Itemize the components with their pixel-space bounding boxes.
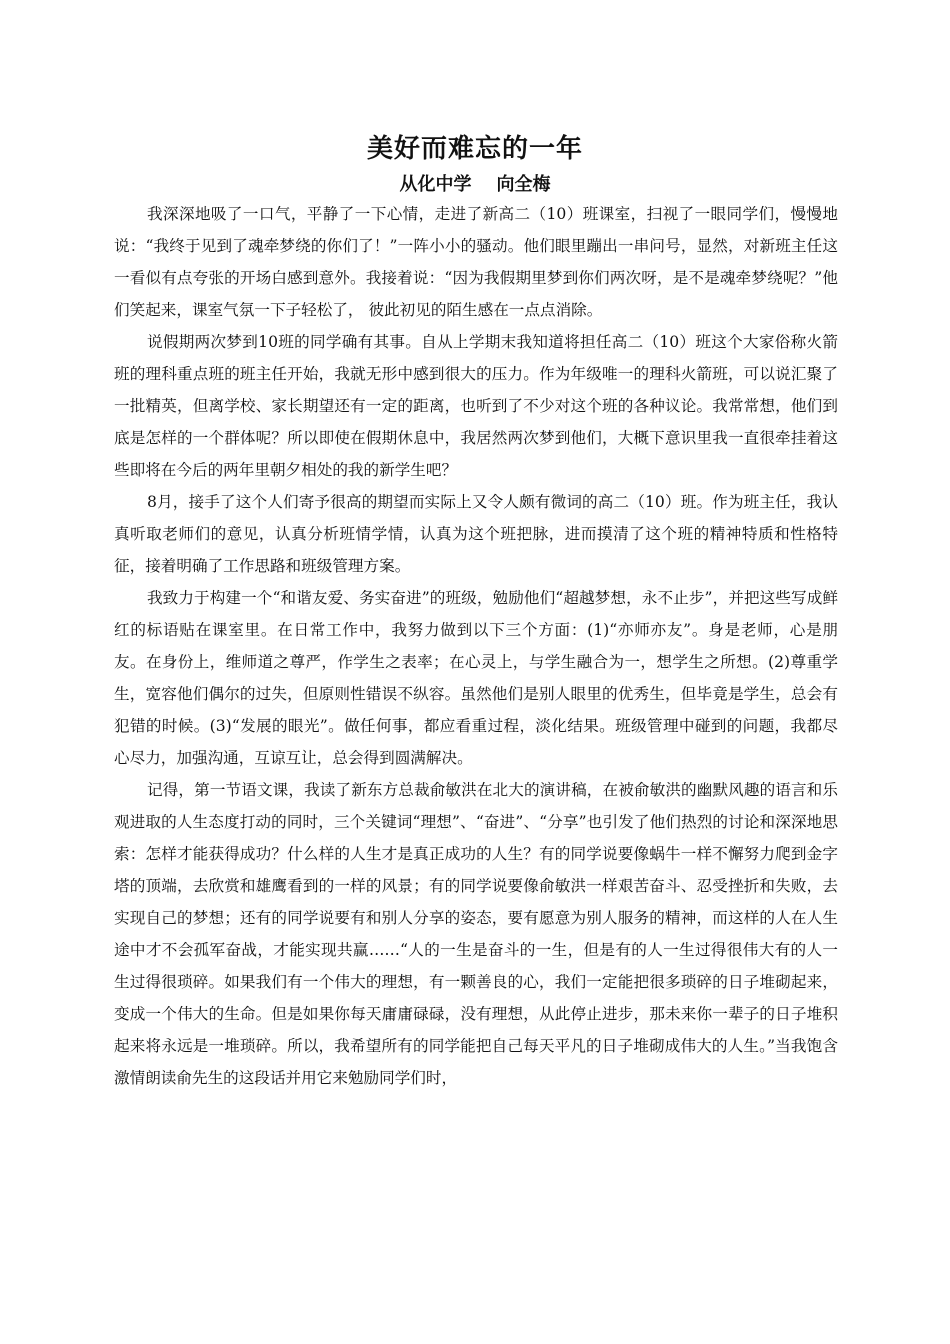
paragraph-3: 8月，接手了这个人们寄予很高的期望而实际上又令人颇有微词的高二（10）班。作为班主任，我认真听取老师们的意见，认真分析班情学情，认真为这个班把脉，进而摸清了这个班的精神特质和性格特征，接着明确了工作思路和班级管理方案。 [114,493,838,575]
paragraph-4: 我致力于构建一个“和谐友爱、务实奋进”的班级，勉励他们“超越梦想，永不止步”，并把这些写成鲜红的标语贴在课室里。在日常工作中，我努力做到以下三个方面：(1)“亦师亦友”。身是老师，心是朋友。在身份上，维师道之尊严，作学生之表率；在心灵上，与学生融合为一，想学生之所想。(2)尊重学生，宽容他们偶尔的过失，但原则性错误不纵容。虽然他们是别人眼里的优秀生，但毕竟是学生，总会有犯错的时候。(3)“发展的眼光”。做任何事，都应看重过程，淡化结果。班级管理中碰到的问题，我都尽心尽力，加强沟通，互谅互让，总会得到圆满解决。 [114,589,838,767]
document-body [114,198,838,1094]
document-author: 从化中学 向全梅 [399,174,551,195]
paragraph-1: 我深深地吸了一口气，平静了一下心情，走进了新高二（10）班课室，扫视了一眼同学们，慢慢地说：“我终于见到了魂牵梦绕的你们了！”一阵小小的骚动。他们眼里蹦出一串问号，显然，对新班主任这一看似有点夸张的开场白感到意外。我接着说：“因为我假期里梦到你们两次呀，是不是魂牵梦绕呢？”他们笑起来，课室气氛一下子轻松了， 彼此初见的陌生感在一点点消除。 [114,205,838,319]
document-title: 美好而难忘的一年 [366,134,583,164]
paragraph-2: 说假期两次梦到10班的同学确有其事。自从上学期末我知道将担任高二（10）班这个大家俗称火箭班的理科重点班的班主任开始，我就无形中感到很大的压力。作为年级唯一的理科火箭班，可以说汇聚了一批精英，但离学校、家长期望还有一定的距离，也听到了不少对这个班的各种议论。我常常想，他们到底是怎样的一个群体呢？所以即使在假期休息中，我居然两次梦到他们，大概下意识里我一直很牵挂着这些即将在今后的两年里朝夕相处的我的新学生吧？ [114,333,838,479]
paragraph-5: 记得，第一节语文课，我读了新东方总裁俞敏洪在北大的演讲稿，在被俞敏洪的幽默风趣的语言和乐观进取的人生态度打动的同时，三个关键词“理想”、“奋进”、“分享”也引发了他们热烈的讨论和深深地思索：怎样才能获得成功？什么样的人生才是真正成功的人生？有的同学说要像蜗牛一样不懈努力爬到金字塔的顶端，去欣赏和雄鹰看到的一样的风景；有的同学说要像俞敏洪一样艰苦奋斗、忍受挫折和失败，去实现自己的梦想；还有的同学说要有和别人分享的姿态，要有愿意为别人服务的精神，而这样的人在人生途中才不会孤军奋战，才能实现共赢……“人的一生是奋斗的一生，但是有的人一生过得很伟大有的人一生过得很琐碎。如果我们有一个伟大的理想，有一颗善良的心，我们一定能把很多琐碎的日子堆砌起来，变成一个伟大的生命。但是如果你每天庸庸碌碌，没有理想，从此停止进步，那未来你一辈子的日子堆积起来将永远是一堆琐碎。所以，我希望所有的同学能把自己每天平凡的日子堆砌成伟大的人生。”当我饱含激情朗读俞先生的这段话并用它来勉励同学们时， [114,781,838,1087]
